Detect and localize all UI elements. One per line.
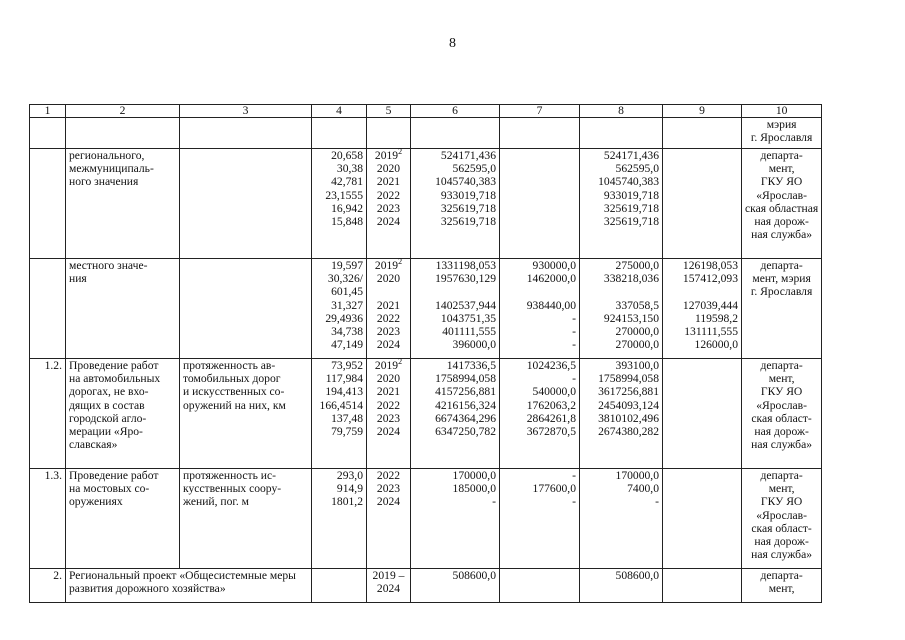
cell-line: 924153,150 (603, 311, 659, 325)
cell-line: г. Ярославля (750, 285, 813, 299)
cell-line: ская областная (745, 201, 819, 215)
cell-col-4 (312, 259, 367, 359)
cell-line: 1762063,2 (526, 398, 576, 412)
cell-line: 23,1555 (325, 188, 363, 202)
cell-line: 540000,0 (532, 385, 576, 399)
cell-line: 4157256,881 (435, 385, 496, 399)
cell-col-7 (500, 149, 580, 259)
cell-col-8 (580, 569, 663, 603)
cell-col-7 (500, 469, 580, 569)
cell-line: оружениях (69, 495, 123, 509)
cell-col-3 (180, 118, 312, 149)
cell-line: - (572, 372, 576, 386)
cell-line: 2023 (376, 411, 401, 425)
cell-line: протяженность ис- (183, 469, 276, 482)
cell-col-3 (180, 149, 312, 259)
cell-line: 3810102,496 (598, 411, 659, 425)
cell-line: 2019$^2$ (374, 357, 403, 372)
cell-line: 16,942 (331, 201, 363, 215)
cell-col-5 (367, 569, 411, 603)
cell-line: ная служба» (751, 548, 813, 562)
cell-line: 2864261,8 (526, 411, 576, 425)
cell-line: 126198,053 (682, 259, 738, 272)
cell-line: 325619,718 (440, 201, 496, 215)
cell-line: 117,984 (325, 372, 363, 386)
cell-line: межмуниципаль- (69, 162, 154, 176)
cell-line: 325619,718 (440, 215, 496, 229)
cell-line: департа- (760, 149, 803, 162)
cell-line: 2022 (376, 311, 401, 325)
table-row (30, 569, 822, 603)
cell-line: 6674364,296 (435, 411, 496, 425)
cell-line: городской агло- (69, 411, 147, 425)
cell-col-10 (742, 469, 822, 569)
cell-col-7 (500, 259, 580, 359)
cell-line: и искусственных со- (183, 385, 285, 399)
cell-line: 524171,436 (440, 149, 496, 162)
cell-line: 524171,436 (603, 149, 659, 162)
cell-col-1 (30, 569, 66, 603)
column-number-9: 9 (663, 105, 742, 118)
cell-line: 15,848 (331, 215, 363, 229)
cell-line: 562595,0 (615, 162, 659, 176)
cell-line: 2021 (376, 385, 401, 399)
cell-col-5 (367, 469, 411, 569)
cell-col-7 (500, 359, 580, 469)
cell-col-5 (367, 359, 411, 469)
cell-line (370, 285, 407, 298)
cell-col-6 (411, 118, 500, 149)
cell-line: 30,38 (336, 162, 363, 176)
cell-line: ная дорож- (754, 535, 809, 549)
cell-line: 325619,718 (603, 215, 659, 229)
cell-col-2 (66, 359, 180, 469)
cell-col-1 (30, 469, 66, 569)
cell-line: «Ярослав- (756, 188, 808, 202)
cell-line: 1331198,053 (435, 259, 496, 272)
cell-col-1 (30, 359, 66, 469)
column-number-6: 6 (411, 105, 500, 118)
cell-line: развития дорожного хозяйства» (69, 582, 226, 596)
cell-line: 42,781 (331, 175, 363, 189)
cell-col-9 (663, 118, 742, 149)
cell-col-10 (742, 359, 822, 469)
cell-line: протяженность ав- (183, 359, 276, 372)
cell-col-8 (580, 149, 663, 259)
cell-col-4 (312, 469, 367, 569)
table-row (30, 469, 822, 569)
cell-line: 2019$^2$ (374, 147, 403, 162)
cell-line: 47,149 (331, 338, 363, 352)
cell-line: 194,413 (325, 385, 363, 399)
column-number-7: 7 (500, 105, 580, 118)
cell-col-2 (66, 149, 180, 259)
cell-col-3 (180, 259, 312, 359)
cell-col-1 (30, 118, 66, 149)
column-number-1: 1 (30, 105, 66, 118)
cell-col-10 (742, 259, 822, 359)
cell-line: регионального, (69, 149, 145, 162)
cell-line: дорогах, не вхо- (69, 385, 149, 399)
cell-col-7 (500, 569, 580, 603)
cell-line: мент, мэрия (752, 272, 811, 286)
cell-line: - (492, 495, 496, 509)
column-number-row (30, 105, 822, 118)
cell-line: ская област- (751, 411, 812, 425)
cell-line: 1045740,383 (598, 175, 659, 189)
cell-text: 1.3. (44, 469, 62, 482)
cell-line: - (572, 311, 576, 325)
cell-line: 2019 – (372, 569, 405, 582)
cell-col-4 (312, 149, 367, 259)
table-body (30, 105, 822, 603)
cell-line: «Ярослав- (756, 398, 808, 412)
cell-line: ного значения (69, 175, 139, 189)
cell-line: 2020 (376, 372, 401, 386)
column-number-3: 3 (180, 105, 312, 118)
cell-col-23 (66, 569, 312, 603)
cell-col-1 (30, 149, 66, 259)
cell-line: 131111,555 (684, 325, 738, 339)
cell-line: 1957630,129 (435, 272, 496, 286)
cell-col-8 (580, 118, 663, 149)
cell-line: 126000,0 (694, 338, 738, 352)
cell-col-4 (312, 118, 367, 149)
cell-line: 270000,0 (615, 338, 659, 352)
cell-col-2 (66, 469, 180, 569)
cell-text: 2. (53, 569, 62, 582)
cell-line: ная служба» (751, 438, 813, 452)
cell-line: оружений на них, км (183, 398, 286, 412)
column-number-2: 2 (66, 105, 180, 118)
cell-line: мент, (768, 482, 795, 496)
cell-line (666, 285, 738, 298)
cell-col-7 (500, 118, 580, 149)
cell-line: 19,597 (331, 259, 363, 272)
cell-line: Региональный проект «Общесистемные меры (69, 569, 296, 582)
cell-line: - (572, 469, 576, 482)
cell-line: 6347250,782 (435, 425, 496, 439)
cell-col-5 (367, 149, 411, 259)
cell-line: департа- (760, 569, 803, 582)
cell-col-9 (663, 469, 742, 569)
cell-line: 508600,0 (615, 569, 659, 582)
cell-line: департа- (760, 259, 803, 272)
cell-line: - (572, 338, 576, 352)
cell-line: ния (69, 272, 87, 286)
cell-line: 338218,036 (603, 272, 659, 286)
cell-line: 1462000,0 (526, 272, 576, 286)
cell-col-5 (367, 259, 411, 359)
cell-line: - (572, 325, 576, 339)
cell-line: 119598,2 (694, 311, 738, 325)
cell-line: ная дорож- (754, 425, 809, 439)
cell-text: 1.2. (44, 359, 62, 372)
cell-col-8 (580, 469, 663, 569)
cell-line: 2024 (376, 215, 401, 229)
table-row (30, 359, 822, 469)
cell-line: ная дорож- (754, 215, 809, 229)
cell-line: ская област- (751, 521, 812, 535)
cell-line: 933019,718 (603, 188, 659, 202)
table-row (30, 149, 822, 259)
cell-col-3 (180, 359, 312, 469)
cell-line: 938440,00 (526, 298, 576, 312)
cell-line: - (655, 495, 659, 509)
cell-col-5 (367, 118, 411, 149)
cell-line: 2024 (376, 582, 401, 596)
cell-line: мент, (768, 372, 795, 386)
cell-line: 137,48 (331, 411, 363, 425)
cell-line: 275000,0 (615, 259, 659, 272)
cell-line: 3617256,881 (598, 385, 659, 399)
cell-line: мэрия (766, 118, 797, 131)
cell-col-8 (580, 259, 663, 359)
cell-line: ГКУ ЯО (760, 175, 803, 189)
cell-line: 1043751,35 (440, 311, 496, 325)
cell-line: 2023 (376, 482, 401, 496)
cell-line: 293,0 (336, 469, 363, 482)
cell-line: департа- (760, 469, 803, 482)
cell-line: 73,952 (331, 359, 363, 372)
cell-line: 157412,093 (682, 272, 738, 286)
cell-line: 1024236,5 (526, 359, 576, 372)
cell-line: 1758994,058 (598, 372, 659, 386)
cell-line: департа- (760, 359, 803, 372)
cell-line: 401111,555 (442, 325, 496, 339)
cell-line: 1801,2 (331, 495, 363, 509)
cell-line: 933019,718 (440, 188, 496, 202)
cell-line: 2022 (376, 398, 401, 412)
cell-line: 930000,0 (532, 259, 576, 272)
cell-line: 3672870,5 (526, 425, 576, 439)
cell-line: 337058,5 (615, 298, 659, 312)
cell-col-2 (66, 118, 180, 149)
cell-line: мерации «Яро- (69, 425, 143, 439)
cell-line: 1758994,058 (435, 372, 496, 386)
cell-line: ная служба» (751, 228, 813, 242)
column-number-8: 8 (580, 105, 663, 118)
cell-col-10 (742, 118, 822, 149)
cell-line: жений, пог. м (183, 495, 249, 509)
cell-line: 2454093,124 (598, 398, 659, 412)
cell-line: 2023 (376, 201, 401, 215)
page-number: 8 (449, 36, 456, 51)
cell-line: 2021 (376, 175, 401, 189)
cell-col-6 (411, 259, 500, 359)
cell-col-9 (663, 359, 742, 469)
cell-line: 2022 (376, 469, 401, 482)
cell-line: 508600,0 (452, 569, 496, 582)
cell-line: 166,4514 (319, 398, 363, 412)
cell-col-6 (411, 149, 500, 259)
cell-line: ГКУ ЯО (760, 495, 803, 509)
cell-line: 79,759 (331, 425, 363, 439)
cell-line: 29,4936 (325, 311, 363, 325)
cell-line: 34,738 (331, 325, 363, 339)
cell-line: Проведение работ (69, 359, 159, 372)
cell-col-6 (411, 569, 500, 603)
cell-col-2 (66, 259, 180, 359)
cell-line: 2020 (376, 272, 401, 286)
cell-line: 2021 (376, 298, 401, 312)
cell-col-8 (580, 359, 663, 469)
budget-table (29, 104, 822, 603)
cell-line: 170000,0 (452, 469, 496, 482)
cell-line: 393100,0 (615, 359, 659, 372)
cell-line: 30,326/ (327, 272, 363, 286)
table-row (30, 259, 822, 359)
cell-line: 2024 (376, 425, 401, 439)
cell-line: 2019$^2$ (374, 257, 403, 272)
cell-line: 1417336,5 (446, 359, 496, 372)
cell-line: на автомобильных (69, 372, 161, 386)
column-number-5: 5 (367, 105, 411, 118)
cell-line: 7400,0 (627, 482, 659, 496)
cell-line (503, 285, 576, 298)
cell-line: 2674380,282 (598, 425, 659, 439)
cell-line: 396000,0 (452, 338, 496, 352)
cell-line: 601,45 (331, 285, 363, 299)
cell-line (583, 285, 659, 298)
cell-line: 562595,0 (452, 162, 496, 176)
cell-line: 270000,0 (615, 325, 659, 339)
column-number-10: 10 (742, 105, 822, 118)
cell-line: 2023 (376, 325, 401, 339)
cell-line: 20,658 (331, 149, 363, 162)
column-number-4: 4 (312, 105, 367, 118)
cell-line: 2020 (376, 162, 401, 176)
cell-line: 1045740,383 (435, 175, 496, 189)
cell-line: кусственных соору- (183, 482, 282, 496)
table-row (30, 118, 822, 149)
cell-col-6 (411, 359, 500, 469)
cell-col-10 (742, 149, 822, 259)
cell-col-1 (30, 259, 66, 359)
cell-line: Проведение работ (69, 469, 159, 482)
cell-col-9 (663, 149, 742, 259)
cell-line: г. Ярославля (750, 131, 813, 145)
cell-line: томобильных дорог (183, 372, 281, 386)
cell-line: 170000,0 (615, 469, 659, 482)
cell-line: ГКУ ЯО (760, 385, 803, 399)
cell-line: на мостовых со- (69, 482, 150, 496)
cell-line: 1402537,944 (435, 298, 496, 312)
cell-line: 2022 (376, 188, 401, 202)
cell-col-10 (742, 569, 822, 603)
cell-col-9 (663, 569, 742, 603)
cell-line: 185000,0 (452, 482, 496, 496)
cell-line: 31,327 (331, 298, 363, 312)
cell-col-6 (411, 469, 500, 569)
cell-line: 2024 (376, 338, 401, 352)
cell-col-4 (312, 569, 367, 603)
cell-line (414, 285, 496, 298)
cell-col-3 (180, 469, 312, 569)
cell-line: мент, (768, 162, 795, 176)
cell-col-4 (312, 359, 367, 469)
cell-line: - (572, 495, 576, 509)
cell-line: 2024 (376, 495, 401, 509)
cell-line: местного значе- (69, 259, 148, 272)
cell-line: 325619,718 (603, 201, 659, 215)
cell-line: мент, (768, 582, 795, 596)
cell-line: «Ярослав- (756, 508, 808, 522)
cell-line: 914,9 (336, 482, 363, 496)
cell-col-9 (663, 259, 742, 359)
cell-line: дящих в состав (69, 398, 145, 412)
cell-line: славская» (69, 438, 118, 452)
cell-line: 177600,0 (532, 482, 576, 496)
cell-line: 127039,444 (682, 298, 738, 312)
cell-line: 4216156,324 (435, 398, 496, 412)
